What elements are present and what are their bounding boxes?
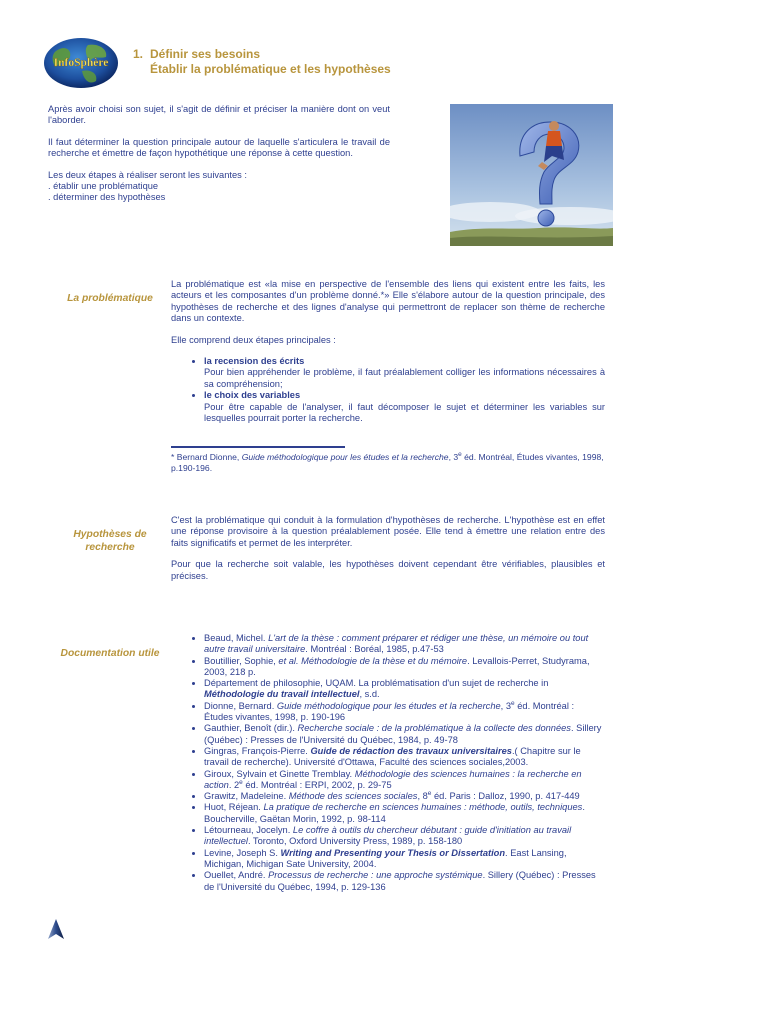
reference-item: • Boutillier, Sophie, et al. Méthodologie de la thèse et du mémoire. Levallois-Perret, Studyrama, 2003, 218 p. bbox=[204, 656, 605, 679]
hypotheses-paragraph-1: C'est la problématique qui conduit à la formulation d'hypothèses de recherche. L'hypothèse est en effet une réponse provisoire à la question préalablement posée. Elle tend à émettre une relation entre des faits significatifs et permet de les interpréter. bbox=[171, 515, 605, 548]
reference-item: • Giroux, Sylvain et Ginette Tremblay. Méthodologie des sciences humaines : la recherche en action. 2e éd. Montréal : ERPI, 2002, p. 29-75 bbox=[204, 769, 605, 792]
reference-item: • Département de philosophie, UQAM. La problématisation d'un sujet de recherche in Méthodologie du travail intellectuel, s.d. bbox=[204, 678, 605, 701]
documentation-section bbox=[171, 633, 605, 893]
reference-link[interactable]: Méthodologie du travail intellectuel bbox=[204, 689, 360, 700]
header-title-2: Établir la problématique et les hypothèses bbox=[150, 62, 391, 76]
documentation-heading: Documentation utile bbox=[60, 648, 160, 659]
reference-item: • Beaud, Michel. L'art de la thèse : comment préparer et rédiger une thèse, un mémoire ou tout autre travail universitaire. Montréal : Boréal, 1985, p.47-53 bbox=[204, 633, 605, 656]
question-mark-man-illustration bbox=[450, 104, 613, 246]
reference-item: • Huot, Réjean. La pratique de recherche en sciences humaines : méthode, outils, techniques. Boucherville, Gaëtan Morin, 1992, p. 98-114 bbox=[204, 802, 605, 825]
hypotheses-section bbox=[171, 515, 605, 592]
problematique-heading: La problématique bbox=[67, 293, 153, 304]
footnote-divider bbox=[171, 446, 345, 448]
reference-item: • Létourneau, Jocelyn. Le coffre à outils du chercheur débutant : guide d'initiation au travail intellectuel. Toronto, Oxford University Press, 1989, p. 158-180 bbox=[204, 825, 605, 848]
reference-link[interactable]: Guide de rédaction des travaux universitaires bbox=[310, 745, 512, 756]
reference-item: • Ouellet, André. Processus de recherche : une approche systémique. Sillery (Québec) : Presses de l'Université du Québec, 1994, p. 129-136 bbox=[204, 870, 605, 893]
list-item: • le choix des variables Pour être capable de l'analyser, il faut décomposer le sujet et déterminer les variables sur lesquelles pourrait porter la recherche. bbox=[204, 390, 605, 424]
reference-item: • Grawitz, Madeleine. Méthode des sciences sociales, 8e éd. Paris : Dalloz, 1990, p. 417-449 bbox=[204, 791, 605, 802]
problematique-steps-list bbox=[171, 356, 605, 424]
up-arrow-icon[interactable] bbox=[47, 918, 65, 940]
intro-paragraph-2: Il faut déterminer la question principale autour de laquelle s'articulera le travail de recherche et émettre de façon hypothétique une réponse à cette question. bbox=[48, 136, 390, 159]
hypotheses-paragraph-2: Pour que la recherche soit valable, les hypothèses doivent cependant être vérifiables, plausibles et précises. bbox=[171, 559, 605, 581]
infosphere-logo[interactable] bbox=[42, 37, 120, 89]
reference-list bbox=[171, 633, 605, 893]
intro-paragraph-3: Les deux étapes à réaliser seront les suivantes : bbox=[48, 169, 247, 180]
header-title-1: Définir ses besoins bbox=[150, 47, 261, 61]
intro-section bbox=[48, 104, 390, 204]
intro-paragraph-1: Après avoir choisi son sujet, il s'agit de définir et préciser la manière dont on veut l'aborder. bbox=[48, 104, 390, 126]
reference-item: • Dionne, Bernard. Guide méthodologique pour les études et la recherche, 3e éd. Montréal : Études vivantes, 1998, p. 190-196 bbox=[204, 701, 605, 724]
reference-link[interactable]: Writing and Presenting your Thesis or Dissertation bbox=[280, 847, 506, 858]
problematique-paragraph-1: La problématique est «la mise en perspective de l'ensemble des liens qui existent entre les faits, les acteurs et les composantes d'un problème donné.*» Elle s'élabore autour de la question principale, des hypothèses de recherche et des lignes d'analyse qui permettront de replacer son thème de recherche dans un contexte. bbox=[171, 279, 605, 324]
footnote: * Bernard Dionne, Guide méthodologique pour les études et la recherche, 3e éd. Montréal, Études vivantes, 1998, p.190-196. bbox=[171, 451, 604, 473]
reference-item: • Levine, Joseph S. Writing and Presenting your Thesis or Dissertation. East Lansing, Michigan, Michigan Sate University, 2004. bbox=[204, 848, 605, 871]
problematique-paragraph-2: Elle comprend deux étapes principales : bbox=[171, 334, 336, 345]
reference-item: • Gauthier, Benoît (dir.). Recherche sociale : de la problématique à la collecte des données. Sillery (Québec) : Presses de l'Université du Québec, 1984, p. 49-78 bbox=[204, 723, 605, 746]
reference-item: • Gingras, François-Pierre. Guide de rédaction des travaux universitaires.( Chapitre sur le travail de recherche). Université d'Ottawa, Faculté des sciences sociales,2003. bbox=[204, 746, 605, 769]
svg-text:InfoSphère: InfoSphère bbox=[53, 57, 109, 69]
list-item: • la recension des écrits Pour bien appréhender le problème, il faut préalablement colliger les informations nécessaires à sa compréhension; bbox=[204, 356, 605, 390]
section-number: 1. bbox=[133, 47, 144, 61]
problematique-section bbox=[171, 279, 605, 424]
intro-step-1: . établir une problématique bbox=[48, 181, 159, 192]
hypotheses-heading: Hypothèses de recherche bbox=[73, 529, 147, 553]
intro-step-2: . déterminer des hypothèses bbox=[48, 192, 166, 203]
page-header bbox=[133, 47, 533, 77]
